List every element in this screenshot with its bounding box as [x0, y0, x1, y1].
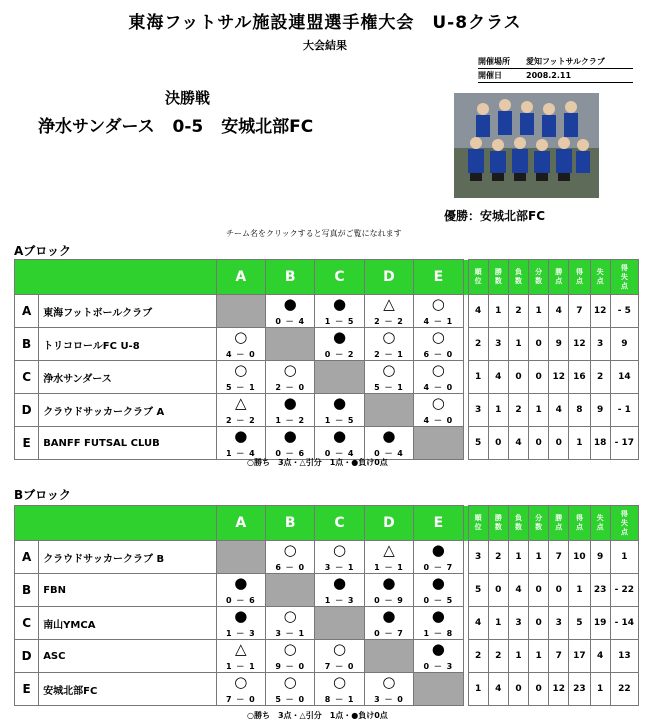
- result-symbol: ●: [382, 427, 396, 445]
- date-row: [478, 69, 633, 83]
- match-score: 7 － 0: [324, 662, 355, 671]
- match-result-cell: [364, 673, 413, 706]
- result-symbol: ●: [283, 427, 297, 445]
- header-opponent-c: C: [315, 260, 364, 295]
- header-stat-3: 分 数: [529, 260, 549, 295]
- match-result-cell: [265, 541, 314, 574]
- team-name-link[interactable]: ASC: [39, 640, 216, 673]
- match-score: 0 － 4: [275, 317, 306, 326]
- match-score: 4 － 1: [423, 317, 454, 326]
- result-symbol: ○: [333, 673, 347, 691]
- stat-cell: 1: [488, 607, 508, 640]
- stat-cell: 12: [549, 673, 569, 706]
- result-symbol: ●: [333, 295, 347, 313]
- match-result-cell: [364, 574, 413, 607]
- stat-cell: 3: [468, 541, 488, 574]
- match-result-cell: [364, 361, 413, 394]
- match-score: 1 － 3: [225, 629, 256, 638]
- stat-cell: 0: [549, 574, 569, 607]
- self-match-cell: [265, 328, 314, 361]
- stat-cell: 19: [590, 607, 610, 640]
- result-symbol: ○: [333, 541, 347, 559]
- event-info: [478, 55, 633, 83]
- stat-cell: 4: [549, 394, 569, 427]
- match-result-cell: [414, 607, 463, 640]
- result-symbol: ○: [283, 607, 297, 625]
- match-result-cell: [216, 640, 265, 673]
- date-value: 2008.2.11: [526, 71, 572, 80]
- header-stat-1: 勝 数: [488, 506, 508, 541]
- winner-text: 優勝：安城北部FC: [444, 209, 546, 223]
- header-blank-cell: [15, 506, 217, 541]
- match-score: 3 － 0: [374, 695, 404, 704]
- stat-cell: 1: [529, 640, 549, 673]
- match-result-cell: [315, 295, 364, 328]
- table-row: [15, 607, 639, 640]
- result-symbol: ●: [431, 574, 445, 592]
- row-label: B: [15, 574, 39, 607]
- stat-cell: 4: [549, 295, 569, 328]
- stat-cell: 2: [488, 541, 508, 574]
- stat-cell: 1: [508, 640, 528, 673]
- header-stat-2: 負 数: [508, 260, 528, 295]
- page-subtitle: 大会結果: [303, 39, 347, 52]
- stat-cell: 1: [508, 328, 528, 361]
- stat-cell: 0: [529, 427, 549, 460]
- header-stat-5: 得 点: [569, 506, 590, 541]
- match-score: 0 － 4: [324, 449, 355, 458]
- result-symbol: ○: [382, 328, 396, 346]
- stat-cell: 9: [590, 541, 610, 574]
- final-score: 0-5: [172, 117, 204, 137]
- stat-cell: - 14: [610, 607, 638, 640]
- header-row: [15, 260, 639, 295]
- stat-cell: 1: [488, 394, 508, 427]
- match-score: 4 － 0: [423, 383, 454, 392]
- match-score: 1 － 8: [423, 629, 454, 638]
- result-symbol: ●: [283, 394, 297, 412]
- stat-cell: 4: [508, 574, 528, 607]
- result-symbol: ○: [234, 361, 248, 379]
- match-score: 4 － 0: [423, 416, 454, 425]
- match-score: 9 － 0: [275, 662, 306, 671]
- stat-cell: - 17: [610, 427, 638, 460]
- block-a-title: Aブロック: [14, 244, 72, 258]
- table-row: [15, 640, 639, 673]
- stat-cell: 2: [468, 328, 488, 361]
- result-symbol: ○: [431, 328, 445, 346]
- stat-cell: 7: [569, 295, 590, 328]
- stat-cell: 23: [569, 673, 590, 706]
- stat-cell: 0: [529, 328, 549, 361]
- result-symbol: ●: [333, 328, 347, 346]
- table-row: [15, 394, 639, 427]
- stat-cell: 0: [529, 361, 549, 394]
- stat-cell: 1: [529, 295, 549, 328]
- result-symbol: ●: [234, 427, 248, 445]
- round-robin-table: [14, 259, 639, 460]
- match-score: 0 － 3: [423, 662, 454, 671]
- result-symbol: ○: [431, 394, 445, 412]
- result-symbol: ●: [283, 295, 297, 313]
- match-score: 6 － 0: [275, 563, 306, 572]
- team-name-link[interactable]: 南山YMCA: [39, 607, 216, 640]
- stat-cell: 10: [569, 541, 590, 574]
- stat-cell: 18: [590, 427, 610, 460]
- stat-cell: 23: [590, 574, 610, 607]
- stat-cell: - 22: [610, 574, 638, 607]
- team-name-link[interactable]: BANFF FUTSAL CLUB: [39, 427, 216, 460]
- stat-cell: 7: [549, 541, 569, 574]
- match-score: 0 － 6: [225, 596, 256, 605]
- match-score: 1 － 1: [225, 662, 256, 671]
- match-score: 2 － 2: [374, 317, 404, 326]
- result-symbol: ●: [333, 574, 347, 592]
- stat-cell: 7: [549, 640, 569, 673]
- match-score: 0 － 4: [374, 449, 404, 458]
- stat-cell: 1: [508, 541, 528, 574]
- match-score: 1 － 2: [275, 416, 306, 425]
- match-score: 0 － 7: [374, 629, 404, 638]
- match-result-cell: [265, 640, 314, 673]
- match-score: 5 － 1: [225, 383, 256, 392]
- result-symbol: ●: [431, 541, 445, 559]
- match-score: 1 － 4: [225, 449, 256, 458]
- match-score: 0 － 9: [374, 596, 404, 605]
- match-result-cell: [265, 394, 314, 427]
- stat-cell: 1: [590, 673, 610, 706]
- header-opponent-a: A: [216, 506, 265, 541]
- match-score: 2 － 0: [275, 383, 306, 392]
- row-label: E: [15, 427, 39, 460]
- match-score: 1 － 1: [374, 563, 404, 572]
- match-result-cell: [315, 673, 364, 706]
- header-stat-1: 勝 数: [488, 260, 508, 295]
- result-symbol: ○: [234, 328, 248, 346]
- block-b-legend: ○勝ち 3点・△引分 1点・●負け0点: [247, 711, 388, 720]
- table-row: [15, 328, 639, 361]
- result-symbol: ○: [333, 640, 347, 658]
- match-score: 3 － 1: [275, 629, 306, 638]
- result-symbol: △: [235, 394, 247, 412]
- self-match-cell: [364, 394, 413, 427]
- stat-cell: 1: [488, 295, 508, 328]
- page-title: 東海フットサル施設連盟選手権大会 U-8クラス: [128, 13, 522, 33]
- block-b-title: Bブロック: [14, 488, 71, 502]
- result-symbol: ●: [431, 607, 445, 625]
- match-result-cell: [364, 295, 413, 328]
- team-name-link[interactable]: クラウドサッカークラブ B: [39, 541, 216, 574]
- stat-cell: 0: [508, 361, 528, 394]
- result-symbol: ●: [382, 574, 396, 592]
- team-name-link[interactable]: クラウドサッカークラブ A: [39, 394, 216, 427]
- match-result-cell: [414, 295, 463, 328]
- match-score: 4 － 0: [225, 350, 256, 359]
- row-label: C: [15, 607, 39, 640]
- table-row: [15, 541, 639, 574]
- row-label: A: [15, 541, 39, 574]
- header-stat-4: 勝 点: [549, 260, 569, 295]
- header-stat-0: 順 位: [468, 260, 488, 295]
- result-symbol: △: [383, 541, 395, 559]
- stat-cell: 16: [569, 361, 590, 394]
- stat-cell: 5: [569, 607, 590, 640]
- stat-cell: 1: [468, 673, 488, 706]
- stat-cell: 3: [508, 607, 528, 640]
- stat-cell: - 1: [610, 394, 638, 427]
- stat-cell: 0: [529, 574, 549, 607]
- venue-row: [478, 55, 633, 69]
- venue-value: 愛知フットサルクラブ: [526, 57, 605, 66]
- stat-cell: 14: [610, 361, 638, 394]
- row-label: C: [15, 361, 39, 394]
- stat-cell: 1: [529, 541, 549, 574]
- match-result-cell: [414, 394, 463, 427]
- self-match-cell: [414, 427, 463, 460]
- match-result-cell: [364, 427, 413, 460]
- stat-cell: 4: [508, 427, 528, 460]
- stat-cell: 2: [590, 361, 610, 394]
- result-symbol: ○: [283, 541, 297, 559]
- self-match-cell: [265, 574, 314, 607]
- match-result-cell: [216, 607, 265, 640]
- header-opponent-e: E: [414, 506, 463, 541]
- stat-cell: 1: [529, 394, 549, 427]
- row-label: A: [15, 295, 39, 328]
- result-symbol: ●: [431, 640, 445, 658]
- team-name-link[interactable]: 浄水サンダース: [39, 361, 216, 394]
- match-result-cell: [364, 607, 413, 640]
- table-row: [15, 574, 639, 607]
- stat-cell: 0: [549, 427, 569, 460]
- match-score: 6 － 0: [423, 350, 454, 359]
- stat-cell: 4: [468, 295, 488, 328]
- match-result-cell: [414, 640, 463, 673]
- match-result-cell: [265, 361, 314, 394]
- match-result-cell: [414, 361, 463, 394]
- match-score: 1 － 5: [324, 317, 355, 326]
- team-name-link[interactable]: 東海フットボールクラブ: [39, 295, 216, 328]
- match-result-cell: [315, 574, 364, 607]
- final-label: 決勝戦: [165, 89, 211, 107]
- match-score: 2 － 2: [225, 416, 256, 425]
- result-symbol: ●: [333, 394, 347, 412]
- match-score: 0 － 7: [423, 563, 454, 572]
- stat-cell: 1: [610, 541, 638, 574]
- stat-cell: 3: [488, 328, 508, 361]
- header-stat-7: 得 失 点: [610, 260, 638, 295]
- stat-cell: 5: [468, 574, 488, 607]
- venue-label: 開催場所: [478, 57, 510, 66]
- header-opponent-b: B: [265, 260, 314, 295]
- header-opponent-d: D: [364, 260, 413, 295]
- header-opponent-a: A: [216, 260, 265, 295]
- date-label: 開催日: [478, 71, 502, 80]
- match-result-cell: [216, 328, 265, 361]
- match-result-cell: [216, 361, 265, 394]
- round-robin-table: [14, 505, 639, 706]
- match-result-cell: [414, 541, 463, 574]
- header-stat-4: 勝 点: [549, 506, 569, 541]
- header-stat-2: 負 数: [508, 506, 528, 541]
- match-result-cell: [265, 673, 314, 706]
- header-blank-cell: [15, 260, 217, 295]
- match-result-cell: [414, 574, 463, 607]
- match-result-cell: [216, 574, 265, 607]
- match-score: 8 － 1: [324, 695, 355, 704]
- header-opponent-d: D: [364, 506, 413, 541]
- stat-cell: 0: [488, 574, 508, 607]
- self-match-cell: [315, 607, 364, 640]
- match-score: 0 － 5: [423, 596, 454, 605]
- header-stat-6: 失 点: [590, 260, 610, 295]
- stat-cell: 1: [468, 361, 488, 394]
- result-symbol: △: [383, 295, 395, 313]
- winner-team-photo: [454, 93, 599, 198]
- header-opponent-b: B: [265, 506, 314, 541]
- stat-cell: 1: [569, 574, 590, 607]
- stat-cell: 8: [569, 394, 590, 427]
- header-stat-5: 得 点: [569, 260, 590, 295]
- stat-cell: 3: [468, 394, 488, 427]
- self-match-cell: [364, 640, 413, 673]
- stat-cell: 13: [610, 640, 638, 673]
- team-name-link[interactable]: トリコロールFC U-8: [39, 328, 216, 361]
- match-score: 0 － 2: [324, 350, 355, 359]
- stat-cell: 22: [610, 673, 638, 706]
- match-result-cell: [265, 427, 314, 460]
- stat-cell: 2: [468, 640, 488, 673]
- match-score: 5 － 1: [374, 383, 404, 392]
- row-label: B: [15, 328, 39, 361]
- match-result-cell: [265, 295, 314, 328]
- final-home-team: 浄水サンダース: [38, 117, 155, 137]
- header-opponent-c: C: [315, 506, 364, 541]
- header-opponent-e: E: [414, 260, 463, 295]
- match-score: 5 － 0: [275, 695, 306, 704]
- stat-cell: 9: [549, 328, 569, 361]
- stat-cell: 3: [549, 607, 569, 640]
- match-result-cell: [364, 328, 413, 361]
- stat-cell: 2: [508, 394, 528, 427]
- match-result-cell: [216, 394, 265, 427]
- match-score: 1 － 5: [324, 416, 355, 425]
- result-symbol: ○: [234, 673, 248, 691]
- match-result-cell: [315, 394, 364, 427]
- match-result-cell: [216, 673, 265, 706]
- result-symbol: ●: [234, 574, 248, 592]
- self-match-cell: [216, 541, 265, 574]
- row-label: D: [15, 394, 39, 427]
- self-match-cell: [216, 295, 265, 328]
- result-symbol: ○: [382, 361, 396, 379]
- stat-cell: 2: [488, 640, 508, 673]
- row-label: D: [15, 640, 39, 673]
- stat-cell: 12: [590, 295, 610, 328]
- stat-cell: 0: [529, 673, 549, 706]
- match-result-cell: [315, 541, 364, 574]
- stat-cell: 1: [569, 427, 590, 460]
- table-row: [15, 673, 639, 706]
- stat-cell: 12: [549, 361, 569, 394]
- stat-cell: 4: [468, 607, 488, 640]
- match-score: 1 － 3: [324, 596, 355, 605]
- stat-cell: 9: [610, 328, 638, 361]
- stat-cell: 4: [488, 361, 508, 394]
- stat-cell: 2: [508, 295, 528, 328]
- click-photo-note: チーム名をクリックすると写真がご覧になれます: [226, 229, 402, 238]
- table-row: [15, 361, 639, 394]
- match-result-cell: [216, 427, 265, 460]
- result-symbol: ○: [283, 640, 297, 658]
- header-stat-0: 順 位: [468, 506, 488, 541]
- block-a-legend: ○勝ち 3点・△引分 1点・●負け0点: [247, 458, 388, 467]
- team-name-link[interactable]: FBN: [39, 574, 216, 607]
- team-name-link[interactable]: 安城北部FC: [39, 673, 216, 706]
- result-symbol: ○: [431, 295, 445, 313]
- self-match-cell: [315, 361, 364, 394]
- stat-cell: 0: [529, 607, 549, 640]
- match-result-cell: [414, 328, 463, 361]
- result-symbol: ○: [382, 673, 396, 691]
- result-symbol: ●: [333, 427, 347, 445]
- final-result: [38, 112, 325, 137]
- match-score: 0 － 6: [275, 449, 306, 458]
- row-label: E: [15, 673, 39, 706]
- header-stat-7: 得 失 点: [610, 506, 638, 541]
- stat-cell: - 5: [610, 295, 638, 328]
- match-score: 7 － 0: [225, 695, 256, 704]
- match-result-cell: [315, 640, 364, 673]
- table-row: [15, 427, 639, 460]
- result-symbol: ●: [382, 607, 396, 625]
- match-result-cell: [315, 328, 364, 361]
- header-row: [15, 506, 639, 541]
- match-result-cell: [265, 607, 314, 640]
- result-symbol: ●: [234, 607, 248, 625]
- table-row: [15, 295, 639, 328]
- result-symbol: ○: [283, 361, 297, 379]
- stat-cell: 12: [569, 328, 590, 361]
- stat-cell: 17: [569, 640, 590, 673]
- header-stat-3: 分 数: [529, 506, 549, 541]
- stat-cell: 5: [468, 427, 488, 460]
- stat-cell: 0: [488, 427, 508, 460]
- header-stat-6: 失 点: [590, 506, 610, 541]
- result-symbol: ○: [431, 361, 445, 379]
- stat-cell: 9: [590, 394, 610, 427]
- stat-cell: 3: [590, 328, 610, 361]
- match-result-cell: [364, 541, 413, 574]
- match-result-cell: [315, 427, 364, 460]
- self-match-cell: [414, 673, 463, 706]
- match-score: 2 － 1: [374, 350, 404, 359]
- result-symbol: ○: [283, 673, 297, 691]
- final-away-team: 安城北部FC: [221, 117, 314, 137]
- stat-cell: 4: [590, 640, 610, 673]
- stat-cell: 0: [508, 673, 528, 706]
- result-symbol: △: [235, 640, 247, 658]
- stat-cell: 4: [488, 673, 508, 706]
- match-score: 3 － 1: [324, 563, 355, 572]
